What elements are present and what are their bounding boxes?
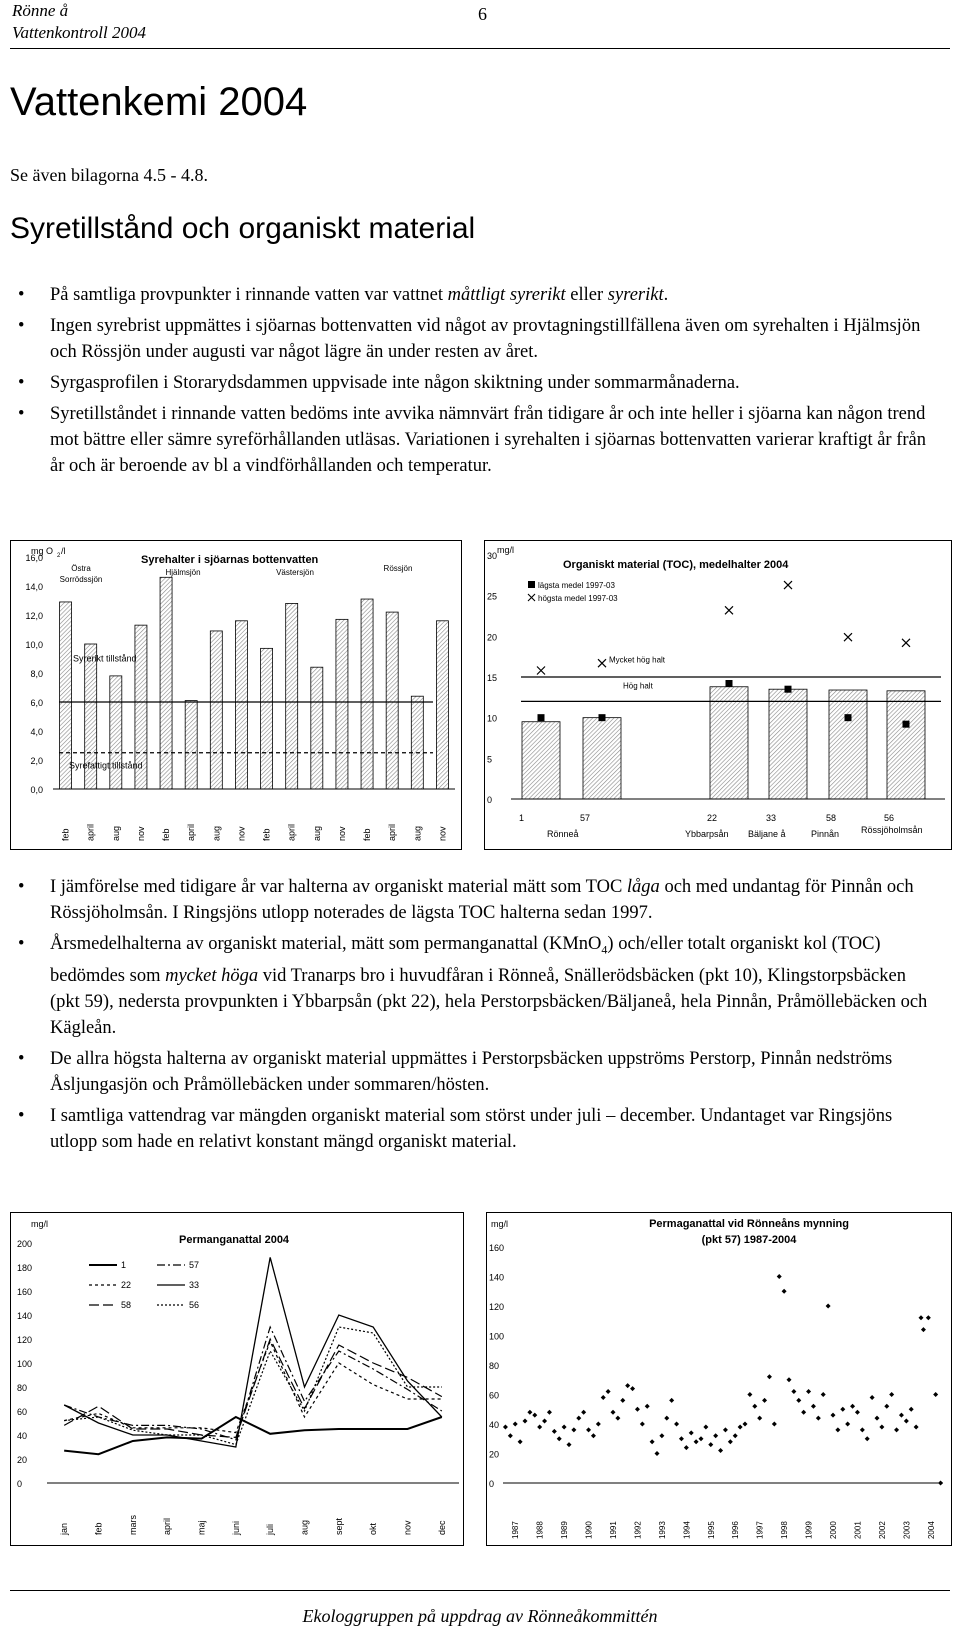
y-tick-label: 12,0 (25, 611, 43, 621)
chart-permanganate-2004-svg (11, 1213, 463, 1545)
bullet-item: • De allra högsta halterna av organiskt material uppmättes i Perstorpsbäcken uppströms Perstorp, Pinnån nedströms Åsljungasjön och Pråmöllebäcken under sommaren/hösten. (10, 1046, 930, 1098)
x-tick-label: 1992 (633, 1521, 643, 1539)
chart-permanganate-mouth-svg (487, 1213, 951, 1545)
y-tick-label: 100 (489, 1331, 505, 1342)
footer-rule (10, 1590, 950, 1591)
data-bar (386, 612, 398, 789)
marker-lowest-mean (903, 721, 910, 728)
y-tick-label: 100 (17, 1359, 33, 1369)
y-tick-label: 200 (17, 1239, 33, 1249)
data-point (743, 1422, 748, 1427)
x-tick-label: juni (230, 1520, 241, 1535)
x-tick-label: dec (436, 1520, 447, 1535)
data-point (645, 1404, 650, 1409)
data-point (508, 1433, 513, 1438)
label-poor: Syrefattigt tillstånd (69, 760, 143, 771)
y-tick-label: 60 (489, 1390, 500, 1401)
data-bar (110, 676, 122, 789)
data-point (557, 1436, 562, 1441)
data-point (752, 1404, 757, 1409)
x-tick-label: nov (236, 826, 247, 841)
marker-lowest-mean (538, 714, 545, 721)
chart-title: Permanganattal 2004 (179, 1234, 290, 1246)
x-tick-label: aug (211, 825, 222, 841)
series-line (64, 1327, 442, 1445)
x-tick-label: april (186, 823, 197, 841)
data-point (640, 1422, 645, 1427)
marker-lowest-mean (785, 686, 792, 693)
data-bar (286, 603, 298, 789)
header-title (12, 0, 146, 44)
x-tick-label: aug (299, 1519, 310, 1535)
x-tick-label: aug (110, 825, 121, 841)
lake-label: Hjälmsjön (165, 568, 201, 577)
x-tick-label: nov (135, 826, 146, 841)
x-tick-label: 1994 (682, 1521, 692, 1539)
y-tick-label: 140 (489, 1272, 505, 1283)
data-point (523, 1419, 528, 1424)
chart-permanganate-2004 (10, 1212, 464, 1546)
data-point (625, 1383, 630, 1388)
bullet-item: • I samtliga vattendrag var mängden organiskt material som störst under juli – december. Undantaget var Ringsjöns utlopp som hade en relativt konstant mängd organiskt material. (10, 1103, 930, 1155)
marker-highest-mean (725, 606, 733, 614)
y-tick-label: 140 (17, 1311, 33, 1321)
data-point (684, 1445, 689, 1450)
marker-lowest-mean (845, 714, 852, 721)
data-point (899, 1413, 904, 1418)
data-point (527, 1410, 532, 1415)
station-name: Rönneå (547, 829, 579, 839)
x-tick-label: feb (362, 828, 373, 841)
data-bar (160, 577, 172, 789)
x-tick-label: okt (368, 1522, 379, 1535)
data-bar (411, 696, 423, 789)
y-tick-label: 60 (17, 1407, 28, 1417)
bullet-list-organic (10, 874, 930, 1160)
x-tick-label: sept (333, 1517, 344, 1535)
lake-label: Sorrödssjön (59, 575, 103, 584)
data-point (860, 1427, 865, 1432)
y-tick-label: 8,0 (30, 669, 43, 679)
header-title-line2: Vattenkontroll 2004 (12, 23, 146, 42)
legend-label: 1 (121, 1260, 127, 1270)
data-point (699, 1436, 704, 1441)
data-point (708, 1442, 713, 1447)
y-tick-label: 14,0 (25, 582, 43, 592)
marker-highest-mean (844, 633, 852, 641)
data-point (787, 1377, 792, 1382)
legend-label: 22 (121, 1280, 132, 1290)
data-point (723, 1427, 728, 1432)
legend-marker-low (528, 581, 535, 588)
data-point (811, 1404, 816, 1409)
y-tick-label: 0 (17, 1479, 23, 1489)
bullet-item: • Syretillståndet i rinnande vatten bedöms inte avvika nämnvärt från tidigare år och inte heller i sjöarna kan någon trend mot bättre eller sämre syreförhållanden utläsas. Variationen i syrehalten i sjöarnas bottenvatten varierar kraftigt år från år och är beroende av bl a vindförhållanden och temperatur. (10, 401, 930, 479)
y-tick-label: 5 (487, 754, 493, 765)
data-point (738, 1424, 743, 1429)
marker-highest-mean (784, 581, 792, 589)
data-point (630, 1386, 635, 1391)
data-point (747, 1392, 752, 1397)
label-high: Hög halt (623, 681, 653, 691)
data-bar (769, 689, 807, 799)
bullet-item: • På samtliga provpunkter i rinnande vatten var vattnet måttligt syrerikt eller syrerikt. (10, 282, 930, 308)
y-tick-label: 0 (487, 795, 493, 805)
x-tick-label: mars (127, 1515, 138, 1535)
data-point (537, 1424, 542, 1429)
x-tick-label: nov (437, 826, 448, 841)
station-number: 33 (766, 813, 777, 823)
y-tick-label: 160 (17, 1287, 33, 1297)
legend-label: 33 (189, 1280, 200, 1290)
x-tick-label: april (162, 1517, 173, 1535)
y-tick-label: 15 (487, 673, 498, 683)
see-also-text: Se även bilagorna 4.5 - 4.8. (10, 165, 208, 185)
data-point (777, 1274, 782, 1279)
data-point (772, 1422, 777, 1427)
label-very-high: Mycket hög halt (609, 655, 666, 665)
x-tick-label: 1988 (535, 1521, 545, 1539)
bullet-item: • Syrgasprofilen i Storarydsdammen uppvisade inte någon skiktning under sommarmånaderna. (10, 370, 930, 396)
data-bar (829, 690, 867, 799)
x-tick-label: nov (402, 1520, 413, 1535)
data-point (728, 1439, 733, 1444)
data-point (596, 1422, 601, 1427)
data-point (767, 1374, 772, 1379)
marker-lowest-mean (726, 680, 733, 687)
data-point (581, 1410, 586, 1415)
data-point (835, 1427, 840, 1432)
x-tick-label: jan (59, 1522, 70, 1535)
data-point (879, 1424, 884, 1429)
data-point (601, 1395, 606, 1400)
data-point (762, 1398, 767, 1403)
data-point (850, 1404, 855, 1409)
data-point (586, 1427, 591, 1432)
chart-oxygen (10, 540, 462, 850)
y-tick-label: 20 (17, 1455, 28, 1465)
data-bar (235, 621, 247, 789)
data-point (855, 1410, 860, 1415)
data-point (826, 1304, 831, 1309)
data-point (909, 1407, 914, 1412)
data-point (806, 1389, 811, 1394)
x-tick-label: 1997 (755, 1521, 765, 1539)
y-tick-label: 0 (489, 1479, 495, 1489)
y-tick-label: 25 (487, 591, 498, 602)
legend-label-low: lägsta medel 1997-03 (538, 581, 615, 590)
x-tick-label: 2002 (877, 1521, 887, 1539)
data-point (650, 1439, 655, 1444)
data-point (926, 1315, 931, 1320)
chart-subtitle: (pkt 57) 1987-2004 (701, 1234, 797, 1246)
legend-label: 57 (189, 1260, 200, 1270)
y-axis-label-sub: 2 (57, 553, 61, 559)
page-title: Vattenkemi 2004 (10, 80, 308, 124)
data-point (664, 1416, 669, 1421)
y-tick-label: 10,0 (25, 640, 43, 650)
y-tick-label: 80 (17, 1383, 28, 1393)
data-point (757, 1416, 762, 1421)
data-point (635, 1407, 640, 1412)
label-rich: Syrerikt tillstånd (73, 653, 137, 664)
station-number: 58 (826, 813, 837, 823)
x-tick-label: 1987 (511, 1521, 521, 1539)
data-point (542, 1419, 547, 1424)
data-bar (887, 691, 925, 799)
marker-highest-mean (902, 639, 910, 647)
marker-highest-mean (598, 659, 606, 667)
data-point (567, 1442, 572, 1447)
y-tick-label: 6,0 (30, 698, 43, 708)
x-tick-label: 2003 (902, 1521, 912, 1539)
data-bar (210, 631, 222, 789)
x-tick-label: 1999 (804, 1521, 814, 1539)
lake-label: Västersjön (276, 568, 314, 577)
data-point (718, 1448, 723, 1453)
station-number: 56 (884, 813, 895, 823)
y-tick-label: 40 (17, 1431, 28, 1441)
y-tick-label: 4,0 (30, 727, 43, 737)
x-tick-label: april (286, 823, 297, 841)
chart-title: Organiskt material (TOC), medelhalter 2004 (563, 559, 789, 571)
y-tick-label: 120 (17, 1335, 33, 1345)
section-heading: Syretillstånd och organiskt material (10, 212, 476, 245)
data-point (503, 1424, 508, 1429)
data-bar (436, 621, 448, 789)
station-number: 57 (580, 813, 591, 823)
y-axis-label-tail: /l (61, 546, 66, 556)
data-point (919, 1315, 924, 1320)
page-footer: Ekologgruppen på uppdrag av Rönneåkommittén (302, 1606, 658, 1626)
y-axis-label: mg/l (31, 1219, 49, 1229)
legend-marker-high (528, 594, 535, 601)
data-point (576, 1416, 581, 1421)
lake-label: Rössjön (383, 564, 413, 573)
data-point (840, 1407, 845, 1412)
y-tick-label: 2,0 (30, 756, 43, 766)
data-point (669, 1398, 674, 1403)
data-bar (583, 718, 621, 799)
data-point (606, 1389, 611, 1394)
data-bar (336, 619, 348, 789)
chart-permanganate-mouth (486, 1212, 952, 1546)
y-tick-label: 20 (489, 1449, 500, 1460)
y-axis-label: mg O (31, 546, 54, 556)
series-line (64, 1327, 442, 1440)
data-point (816, 1416, 821, 1421)
data-point (914, 1424, 919, 1429)
data-point (532, 1413, 537, 1418)
x-tick-label: juli (265, 1523, 276, 1535)
data-point (513, 1422, 518, 1427)
data-point (655, 1451, 660, 1456)
data-point (791, 1389, 796, 1394)
data-point (694, 1439, 699, 1444)
data-point (591, 1433, 596, 1438)
data-point (679, 1436, 684, 1441)
y-tick-label: 20 (487, 632, 498, 643)
data-bar (361, 599, 373, 789)
data-point (821, 1392, 826, 1397)
data-point (865, 1436, 870, 1441)
data-bar (522, 722, 560, 799)
chart-toc (484, 540, 952, 850)
data-point (889, 1392, 894, 1397)
data-point (875, 1416, 880, 1421)
station-number: 1 (519, 813, 525, 823)
data-point (933, 1392, 938, 1397)
marker-highest-mean (537, 666, 545, 674)
legend-label: 56 (189, 1300, 200, 1310)
data-bar (311, 667, 323, 789)
data-point (562, 1424, 567, 1429)
x-tick-label: feb (261, 828, 272, 841)
x-tick-label: 1995 (706, 1521, 716, 1539)
data-point (801, 1410, 806, 1415)
data-point (782, 1289, 787, 1294)
x-tick-label: april (387, 823, 398, 841)
data-point (796, 1398, 801, 1403)
data-point (904, 1419, 909, 1424)
x-tick-label: aug (412, 825, 423, 841)
data-point (884, 1404, 889, 1409)
station-name: Ybbarpsån (685, 829, 729, 839)
x-tick-label: 2004 (926, 1521, 936, 1539)
data-point (870, 1395, 875, 1400)
lake-label: Östra (71, 564, 91, 573)
x-tick-label: 1998 (780, 1521, 790, 1539)
data-point (674, 1422, 679, 1427)
x-tick-label: 1993 (657, 1521, 667, 1539)
x-tick-label: feb (60, 828, 71, 841)
x-tick-label: 2001 (853, 1521, 863, 1539)
x-tick-label: maj (196, 1520, 207, 1535)
y-tick-label: 10 (487, 713, 498, 724)
x-tick-label: 1990 (584, 1521, 594, 1539)
y-tick-label: 120 (489, 1302, 505, 1312)
data-point (921, 1327, 926, 1332)
data-point (845, 1422, 850, 1427)
data-point (552, 1429, 557, 1434)
station-name: Bäljane å (748, 829, 786, 839)
y-axis-label: mg/l (497, 545, 515, 555)
page-number: 6 (478, 4, 487, 24)
chart-title: Syrehalter i sjöarnas bottenvatten (141, 554, 319, 566)
y-tick-label: 180 (17, 1263, 33, 1273)
data-point (547, 1410, 552, 1415)
legend-label: 58 (121, 1300, 132, 1310)
y-tick-label: 40 (489, 1420, 500, 1430)
y-tick-label: 16,0 (25, 553, 43, 563)
data-point (611, 1410, 616, 1415)
bullet-item: • Årsmedelhalterna av organiskt material, mätt som permanganattal (KMnO$_4$) och/eller totalt organiskt kol (TOC) bedömdes som mycket höga vid Tranarps bro i huvudfåran i Rönneå, Snällerödsbäcken (pkt 10), Klingstorpsbäcken (pkt 59), nedersta provpunkten i Ybbarpsån (pkt 22), hela Perstorpsbäcken/Bäljaneå, hela Pinnån, Pråmöllebäcken och Kägleån. (10, 931, 930, 1041)
chart-oxygen-svg (11, 541, 461, 849)
y-tick-label: 160 (489, 1243, 505, 1253)
x-tick-label: 1996 (731, 1521, 741, 1539)
data-bar (261, 648, 273, 789)
data-point (615, 1416, 620, 1421)
x-tick-label: nov (336, 826, 347, 841)
data-point (831, 1413, 836, 1418)
data-point (713, 1433, 718, 1438)
bullet-item: • Ingen syrebrist uppmättes i sjöarnas bottenvatten vid något av provtagningstillfällena även om syrehalten i Hjälmsjön och Rössjön under augusti var något lägre än under resten av året. (10, 313, 930, 365)
x-tick-label: 1991 (609, 1521, 618, 1539)
chart-title: Permaganattal vid Rönneåns mynning (649, 1218, 849, 1230)
bullet-item: • I jämförelse med tidigare år var halterna av organiskt material mätt som TOC låga och med undantag för Pinnån och Rössjöholmsån. I Ringsjöns utlopp noterades de lägsta TOC halterna sedan 1997. (10, 874, 930, 926)
station-name: Pinnån (811, 829, 840, 839)
x-tick-label: aug (311, 825, 322, 841)
header-rule (10, 48, 950, 49)
station-name: Rössjöholmsån (861, 825, 923, 835)
data-point (518, 1439, 523, 1444)
data-point (703, 1424, 708, 1429)
y-tick-label: 80 (489, 1361, 500, 1371)
data-point (894, 1427, 899, 1432)
legend-label-high: högsta medel 1997-03 (538, 594, 618, 603)
chart-toc-svg (485, 541, 951, 849)
y-axis-label: mg/l (491, 1219, 509, 1229)
x-tick-label: feb (93, 1522, 104, 1535)
data-point (733, 1433, 738, 1438)
data-bar (710, 687, 748, 799)
x-tick-label: april (85, 823, 96, 841)
bullet-list-oxygen (10, 282, 930, 484)
data-point (620, 1398, 625, 1403)
x-tick-label: feb (161, 828, 172, 841)
station-number: 22 (707, 813, 718, 823)
data-point (689, 1430, 694, 1435)
header-title-line1: Rönne å (12, 1, 69, 20)
y-tick-label: 30 (487, 551, 498, 561)
data-point (659, 1433, 664, 1438)
x-tick-label: 1989 (560, 1521, 570, 1539)
data-point (571, 1427, 576, 1432)
data-bar (185, 701, 197, 789)
marker-lowest-mean (599, 714, 606, 721)
x-tick-label: 2000 (829, 1521, 838, 1539)
y-tick-label: 0,0 (30, 785, 43, 795)
